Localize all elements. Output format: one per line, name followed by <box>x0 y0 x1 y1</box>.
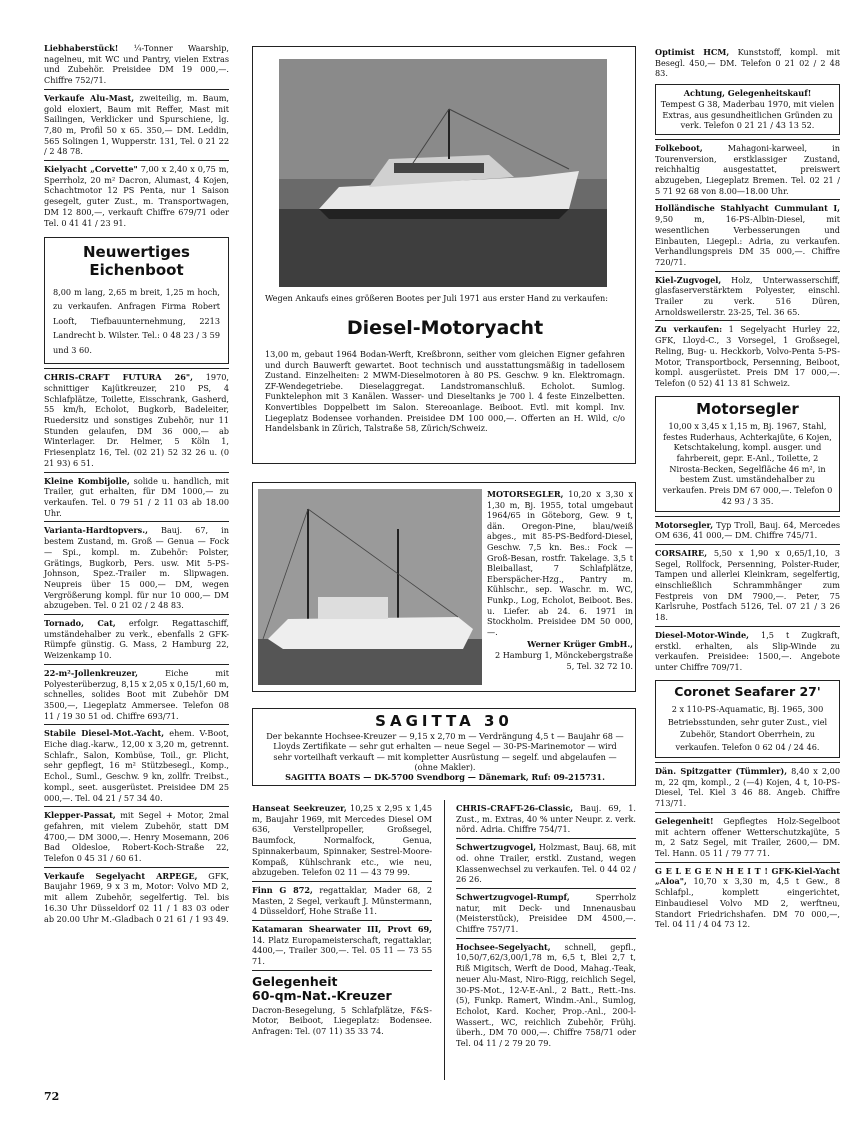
left-column <box>44 40 229 927</box>
gelegenheit-title-1: Gelegenheit <box>252 973 338 989</box>
classified-ad: Folkeboot, Mahagoni-karweel, in Tourenversion, erstklassiger Zustand, reichhaltig ausgestattet, preiswert abzugeben, Liegeplatz Bremen. Tel. 02 21 / 5 71 92 68 von 8.00—18.00 Uhr. <box>655 139 840 201</box>
motorsegler-ad <box>252 482 636 692</box>
motorsegler-box-title: Motorsegler <box>696 399 799 418</box>
classified-ad: Varianta-Hardtopvers., Bauj. 67, in bestem Zustand, m. Groß — Genua — Fock — Spi., kompl. m. Zubehör: Polster, Grätings, Bugkorb, Pers. usw. Mit 5-PS-Johnson, Spez.-Trailer m. Slipwagen. Neupreis über 15 000,— DM, wegen Vergrößerung kompl. für nur 10 000,— DM abzugeben. Tel. 0 21 02 / 2 48 83. <box>44 522 229 615</box>
classified-ad: G E L E G E N H E I T ! GFK-Kiel-Yacht „Aloa", 10,70 x 3,30 m, 4,5 t Gew., 8 Schlafpl., komplett eingerichtet, Einbaudiesel Volvo MD 2, werftneu, Standort Friedrichshafen. DM 70 000,—, Tel. 04 11 / 4 04 73 12. <box>655 865 840 930</box>
classified-ad: Liebhaberstück! ¼-Tonner Waarship, nagelneu, mit WC und Pantry, vielen Extras und Zubehör. Preisidee DM 19 000,—. Chiffre 752/71. <box>44 40 229 90</box>
sagitta-ad <box>252 708 636 786</box>
classified-ad: CORSAIRE, 5,50 x 1,90 x 0,65/1,10, 3 Segel, Rollfock, Persenning, Polster-Ruder, Tampen und allerlei Kleinkram, segelfertig, einschließlich Schrammhänger zum Festpreis von DM 7900,—. Peter, 75 Karlsruhe, Postfach 5126, Tel. 07 21 / 3 26 18. <box>655 545 840 627</box>
motoryacht-image <box>279 59 607 287</box>
right-column <box>655 44 840 933</box>
classified-ad: Schwertzugvogel-Rumpf, Sperrholz natur, mit Deck- und Innenausbau (Meisterstück), Preisidee DM 4500,—. Chiffre 757/71. <box>456 889 636 939</box>
eichenboot-title-2: Eichenboot <box>89 260 184 279</box>
classified-ad: CHRIS-CRAFT FUTURA 26", 1970, schnittiger Kajütkreuzer, 210 PS, 4 Schlafplätze, Toilette, Eisschrank, Gasherd, 55 km/h, Echolot, Bugkorb, Badeleiter, Ruedersitz und sonstiges Zubehör, nur 11 Stunden gelaufen, DM 36 000,— ab Winterlager. Dr. Helmer, 5 Köln 1, Friesenplatz 16, Tel. (02 21) 52 32 26 u. (0 21 93) 6 51. <box>44 368 229 472</box>
page-number: 72 <box>44 1090 60 1103</box>
classified-ad: Diesel-Motor-Winde, 1,5 t Zugkraft, erstkl. erhalten, als Slip-Winde zu verkaufen. Preisidee: 1500,—. Angebote unter Chiffre 709/71. <box>655 629 840 672</box>
classified-ad: Tornado, Cat, erfolgr. Regattaschiff, umständehalber zu verk., ebenfalls 2 GFK-Rümpfe günstig. G. Mass, 2 Hamburg 22, Weizenkamp 10. <box>44 615 229 665</box>
gelegenheit-box <box>252 971 432 1037</box>
motorsegler-photo <box>258 489 482 685</box>
classified-ad: Schwertzugvogel, Holzmast, Bauj. 68, mit od. ohne Trailer, erstkl. Zustand, wegen Klassenwechsel zu verkaufen. Tel. 0 44 02 / 26 26. <box>456 839 636 889</box>
motorsegler-image <box>258 489 482 685</box>
sagitta-text: Der bekannte Hochsee-Kreuzer — 9,15 x 2,70 m — Verdrängung 4,5 t — Baujahr 68 — Lloyds Zertifikate — sehr gut erhalten — neue Segel — 30-PS-Marinemotor — wird sehr vorteilhaft verkauft — mit kompletter Ausrüstung — segelf. und abgelaufen — (ohne Makler). <box>266 731 624 773</box>
gelegenheit-text: Dacron-Besegelung, 5 Schlafplätze, F&S-Motor, Beiboot, Liegeplatz: Bodensee. Anfragen: Tel. (07 11) 35 33 74. <box>252 1004 432 1037</box>
classified-ad: Holländische Stahlyacht Cummulant I, 9,50 m, 16-PS-Albin-Diesel, mit wesentlichen Verbesserungen und Einbauten, Liegepl.: Adria, zu verkaufen. Verhandlungspreis DM 35 000,—. Chiffre 720/71. <box>655 200 840 271</box>
classified-ad: Gelegenheit! Gepflegtes Holz-Segelboot mit achtern offener Wetterschutzkajüte, 5 m, 2 Satz Segel, mit Trailer, 2600,— DM. Tel. Hann. 05 11 / 79 77 71. <box>655 813 840 863</box>
eichenboot-text: 8,00 m lang, 2,65 m breit, 1,25 m hoch, zu verkaufen. Anfragen Firma Robert Looft, Tiefbauunternehmung, 2213 Landrecht b. Wilster. Tel.: 0 48 23 / 3 59 und 3 60. <box>53 286 220 355</box>
eichenboot-title-1: Neuwertiges <box>83 243 190 262</box>
achtung-title: Achtung, Gelegenheitskauf! <box>683 88 812 99</box>
classified-ad: Hochsee-Segelyacht, schnell, gepfl., 10,50/7,62/3,00/1,78 m, 6,5 t, Blei 2,7 t, Riß Migitsch, Werft de Dood, Mahag.-Teak, neuer Alu-Mast, Niro-Rigg, reichlich Segel, 30-PS-Mot., 12-V-E-Anl., 2 Batt., Rett.-Ins. (5), Funkp. Ramert, Windm.-Anl., Sumlog, Echolot, Kard. Kocher, Prop.-Anl., 200-l-Wassert., WC, reichlich Zubehör, Frühj. überh., DM 70 000,—. Chiffre 758/71 oder Tel. 04 11 / 2 79 20 79. <box>456 941 636 1049</box>
diesel-motoryacht-ad <box>252 46 636 464</box>
classified-ad: Motorsegler, Typ Troll, Bauj. 64, Mercedes OM 636, 41 000,— DM. Chiffre 745/71. <box>655 516 840 545</box>
coronet-title: Coronet Seafarer 27' <box>674 683 821 699</box>
motorsegler-box-text: 10,00 x 3,45 x 1,15 m, Bj. 1967, Stahl, festes Ruderhaus, Achterkajüte, 6 Kojen, Ketschtakelung, kompl. ausger. und fahrbereit, gepr. E-Anl., Toilette, 2 Nirosta-Becken, Segelfläche 46 m², in bestem Zust. umständehalber zu verkaufen. Preis DM 67 000,—. Telefon 0 42 93 / 3 35. <box>662 420 833 506</box>
classified-ad: Hanseat Seekreuzer, 10,25 x 2,95 x 1,45 m, Baujahr 1969, mit Mercedes Diesel OM 636, Verstellpropeller, Großsegel, Baumfock, Normalfock, Genua, Spinnakerbaum, Spinnaker, Sestrel-Moore-Kompaß, Kühlschrank etc., wie neu, abzugeben. Telefon 02 11 — 43 79 99. <box>252 800 432 882</box>
eichenboot-box <box>44 237 229 364</box>
classified-ad: Kleine Kombijolle, solide u. handlich, mit Trailer, gut erhalten, für DM 1000,— zu verkaufen. Tel. 0 79 51 / 2 11 03 ab 18.00 Uhr. <box>44 473 229 523</box>
motoryacht-photo <box>279 59 607 287</box>
classified-ad: Kiel-Zugvogel, Holz, Unterwasserschiff, glasfaserverstärktem Polyester, einschl. Trailer zu verk. 516 Düren, Arnoldsweilerstr. 23-25, Tel. 36 65. <box>655 272 840 322</box>
motorsegler-contact-name: Werner Krüger GmbH., <box>527 639 633 650</box>
motorsegler-contact-addr: 2 Hamburg 1, Mönckebergstraße 5, Tel. 32 72 10. <box>494 649 633 671</box>
classified-ad: Kielyacht „Corvette" 7,00 x 2,40 x 0,75 m, Sperrholz, 20 m² Dacron, Alumast, 4 Kojen, Schachtmotor 12 PS Penta, nur 1 Saison gesegelt, guter Zust., m. Transportwagen, DM 12 800,—, verkauft Chiffre 679/71 oder Tel. 0 41 41 / 23 91. <box>44 164 229 228</box>
classified-ad: Verkaufe Alu-Mast, zweiteilig, m. Baum, gold eloxiert, Baum mit Reffer, Mast mit Sailingen, Verklicker und Spurschiene, lg. 7,80 m, Profil 50 x 65. 350,— DM. Leddin, 565 Solingen 1, Wupperstr. 131, Tel. 0 21 22 / 2 48 78. <box>44 90 229 161</box>
classified-ad: Finn G 872, regattaklar, Mader 68, 2 Masten, 2 Segel, verkauft J. Münstermann, 4 Düsseldorf, Hohe Straße 11. <box>252 882 432 921</box>
classified-ad: Stabile Diesel-Mot.-Yacht, ehem. V-Boot, Eiche diag.-karw., 12,00 x 3,20 m, getrennt. Schlafr., Salon, Kombüse, Toil., gr. Plicht, sehr gepflegt, 16 m² Stützbesegl., Komp., Echol., Suml., Geschw. 9 kn, zollfr. Treibst., kompl., seet. ausgerüstet. Preisidee DM 25 000,—. Tel. 04 21 / 57 34 40. <box>44 725 229 807</box>
motorsegler-box <box>655 396 840 512</box>
classified-ad: Optimist HCM, Kunststoff, kompl. mit Besegl. 450,— DM. Telefon 0 21 02 / 2 48 83. <box>655 47 840 79</box>
mid-right-subcolumn <box>456 800 636 1052</box>
diesel-text: 13,00 m, gebaut 1964 Bodan-Werft, Kreßbronn, seither vom gleichen Eigner gefahren und durch Bauwerft gewartet. Boot technisch und ausstattungsmäßig in tadellosem Zustand. Einzelheiten: 2 MWM-Dieselmotoren à 80 PS. Geschw. 9 kn. Elektromagn. ZF-Wendegetriebe. Dieselaggregat. Landstromanschluß. Echolot. Sumlog. Funktelephon mit 3 Kanälen. Wasser- und Dieseltanks je 700 l. 4 feste Einzelbetten. Konvertibles Doppelbett im Salon. Stereoanlage. Beiboot. Evtl. mit kompl. Inv. Liegeplatz Bodensee vorhanden. Preisidee DM 100 000,—. Offerten an H. Wild, c/o Handelsbank in Zürich, Talstraße 58, Zürich/Schweiz. <box>265 349 625 434</box>
classified-ad: Verkaufe Segelyacht ARPEGE, GFK, Baujahr 1969, 9 x 3 m, Motor: Volvo MD 2, mit allem Zubehör, segelfertig. Tel. bis 16.30 Uhr Düsseldorf 02 11 / 1 83 03 oder ab 20.00 Uhr M.-Gladbach 0 21 61 / 1 93 49. <box>44 870 229 924</box>
coronet-box <box>655 680 840 758</box>
diesel-title: Diesel-Motoryacht <box>346 317 544 339</box>
coronet-text: 2 x 110-PS-Aquamatic, Bj. 1965, 300 Betriebsstunden, sehr guter Zust., viel Zubehör, Standort Oberrhein, zu verkaufen. Telefon 0 62 04 / 24 46. <box>667 704 828 752</box>
diesel-caption: Wegen Ankaufs eines größeren Bootes per Juli 1971 aus erster Hand zu verkaufen: <box>265 293 609 303</box>
motorsegler-text: MOTORSEGLER, 10,20 x 3,30 x 1,30 m, Bj. 1955, total umgebaut 1964/65 in Göteborg, Gew. 9 t, dän. Oregon-Pine, blau/weiß abges., mit 85-PS-Bedford-Diesel, Geschw. 7,5 kn. Bes.: Fock — Groß-Besan, rostfr. Takelage. 3,5 t Bleiballast, 7 Schlafplätze, Eberspächer-Hzg., Pantry m. Kühlschr., sep. Waschr. m. WC, Funkp., Log, Echolot, Beiboot. Bes. u. Liefer. ab 24. 6. 1971 in Stockholm. Preisidee DM 50 000,—. Werner Krüger GmbH., 2 Hamburg 1, Mönckebergstraße 5, Tel. 32 72 10. <box>487 489 633 671</box>
classified-ad: Zu verkaufen: 1 Segelyacht Hurley 22, GFK, Lloyd-C., 3 Vorsegel, 1 Großsegel, Reling, Bug- u. Heckkorb, Volvo-Penta 5-PS-Motor, Transportbock, Persenning, Beiboot, kompl. ausgerüstet. Preis DM 17 000,—. Telefon (0 52) 41 13 81 Schweiz. <box>655 324 840 388</box>
classified-ad: Dän. Spitzgatter (Tümmler), 8,40 x 2,00 m, 22 qm, kompl., 2 (—4) Kojen, 4 t, 10-PS-Diesel, Tel. Kiel 3 46 88. Angeb. Chiffre 713/71. <box>655 762 840 813</box>
achtung-box <box>655 84 840 135</box>
classified-ad: CHRIS-CRAFT-26-Classic, Bauj. 69, 1. Zust., m. Extras, 40 % unter Neupr. z. verk. nörd. Adria. Chiffre 754/71. <box>456 800 636 839</box>
classified-ad: 22-m²-Jollenkreuzer, Eiche mit Polyesterüberzug, 8,15 x 2,05 x 0,15/1,60 m, schnelles, solides Boot mit Zubehör DM 3500,—, Liegeplatz Ammersee. Telefon 08 11 / 19 30 51 od. Chiffre 693/71. <box>44 665 229 726</box>
mid-divider <box>444 800 445 1080</box>
mid-left-subcolumn <box>252 800 432 1037</box>
classified-ad: Katamaran Shearwater III, Provt 69, 14. Platz Europameisterschaft, regattaklar, 4400,—, Trailer 300,—. Tel. 05 11 — 73 55 71. <box>252 921 432 971</box>
gelegenheit-title-2: 60-qm-Nat.-Kreuzer <box>252 987 392 1003</box>
classified-ad: Klepper-Passat, mit Segel + Motor, 2mal gefahren, mit vielem Zubehör, statt DM 4700,— DM 3000,—. Henry Mosemann, 206 Bad Oldesloe, Robert-Koch-Straße 22, Telefon 0 45 31 / 60 61. <box>44 807 229 868</box>
achtung-text: Tempest G 38, Maderbau 1970, mit vielen Extras, aus gesundheitlichen Gründen zu verk. Telefon 0 21 21 / 43 13 52. <box>660 98 835 131</box>
sagitta-footer: SAGITTA BOATS — DK-5700 Svendborg — Dänemark, Ruf: 09-215731. <box>285 772 605 782</box>
sagitta-title: SAGITTA 30 <box>375 712 513 730</box>
